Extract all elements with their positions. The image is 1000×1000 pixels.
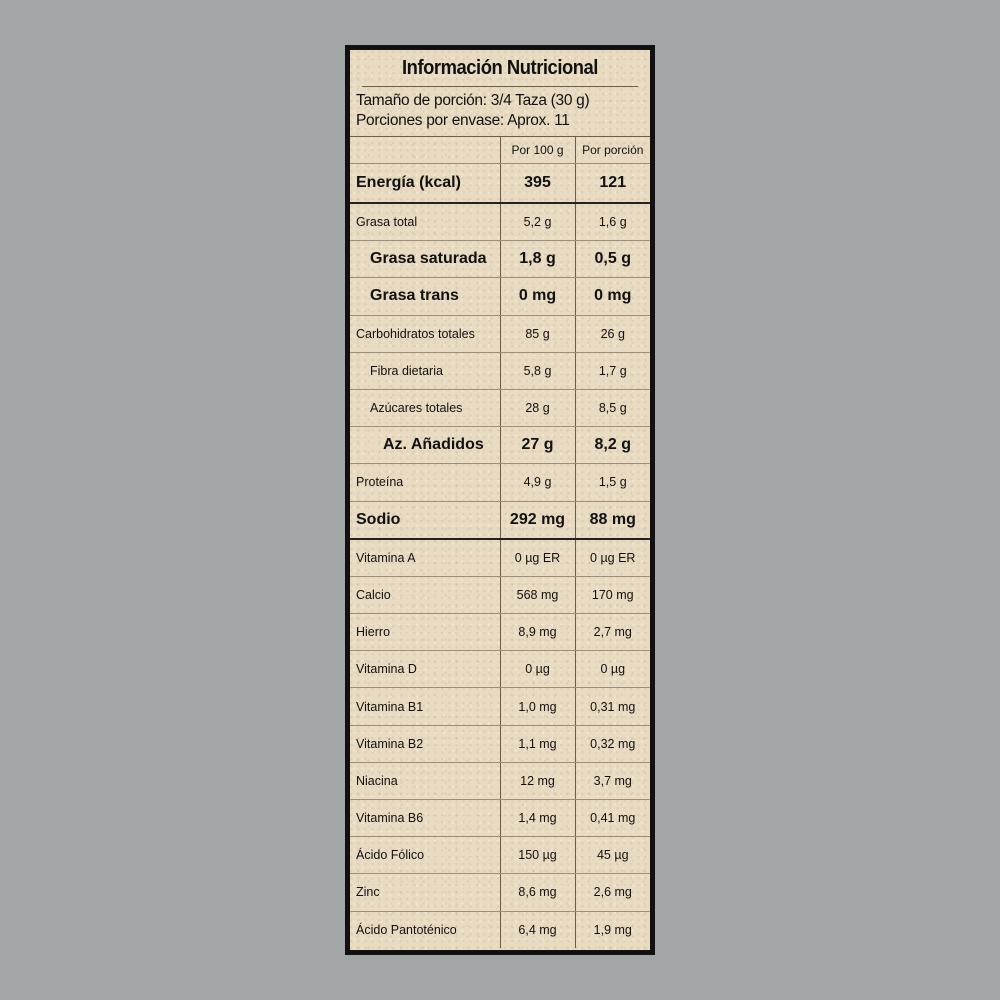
nutrient-name: Zinc [350, 874, 500, 911]
nutrient-row-total-carbs [350, 315, 650, 352]
nutrient-value-per-serving: 26 g [575, 315, 650, 352]
nutrient-value-per-100g: 85 g [500, 315, 575, 352]
nutrient-row-niacin [350, 762, 650, 799]
nutrient-name: Niacina [350, 762, 500, 799]
nutrient-name: Ácido Fólico [350, 837, 500, 874]
nutrient-row-vitamin-a [350, 539, 650, 577]
nutrient-value-per-serving: 1,7 g [575, 352, 650, 389]
nutrient-value-per-100g: 12 mg [500, 762, 575, 799]
nutrient-value-per-serving: 170 mg [575, 576, 650, 613]
nutrient-value-per-100g: 395 [500, 164, 575, 204]
nutrient-value-per-serving: 8,5 g [575, 389, 650, 426]
nutrient-name: Calcio [350, 576, 500, 613]
nutrient-value-per-100g: 0 µg ER [500, 539, 575, 577]
nutrient-value-per-100g: 5,2 g [500, 203, 575, 241]
nutrient-row-vitamin-d [350, 651, 650, 688]
nutrient-value-per-100g: 8,9 mg [500, 614, 575, 651]
nutrient-value-per-100g: 1,1 mg [500, 725, 575, 762]
nutrient-name: Grasa total [350, 203, 500, 241]
nutrient-name: Vitamina B6 [350, 800, 500, 837]
nutrient-row-trans-fat [350, 278, 650, 315]
nutrient-value-per-100g: 6,4 mg [500, 911, 575, 948]
nutrient-value-per-serving: 0,32 mg [575, 725, 650, 762]
nutrient-row-vitamin-b1 [350, 688, 650, 725]
nutrient-row-added-sugars [350, 427, 650, 464]
nutrient-value-per-serving: 121 [575, 164, 650, 204]
nutrient-value-per-100g: 27 g [500, 427, 575, 464]
nutrient-value-per-serving: 1,5 g [575, 464, 650, 501]
nutrient-name: Grasa trans [350, 278, 500, 315]
nutrient-row-dietary-fiber [350, 352, 650, 389]
nutrient-name: Vitamina B1 [350, 688, 500, 725]
nutrient-value-per-100g: 4,9 g [500, 464, 575, 501]
nutrient-name: Carbohidratos totales [350, 315, 500, 352]
nutrient-value-per-100g: 1,4 mg [500, 800, 575, 837]
nutrient-value-per-serving: 88 mg [575, 501, 650, 539]
nutrition-facts-panel [349, 49, 651, 951]
nutrient-value-per-100g: 8,6 mg [500, 874, 575, 911]
column-header-row [350, 137, 650, 164]
nutrient-value-per-serving: 3,7 mg [575, 762, 650, 799]
nutrient-name: Fibra dietaria [350, 352, 500, 389]
nutrient-row-pantothenic-acid [350, 911, 650, 948]
label-title: Información Nutricional [362, 50, 638, 87]
nutrient-value-per-serving: 0 mg [575, 278, 650, 315]
nutrient-name: Vitamina B2 [350, 725, 500, 762]
nutrient-name: Azúcares totales [350, 389, 500, 426]
nutrient-value-per-serving: 45 µg [575, 837, 650, 874]
nutrient-name: Ácido Pantoténico [356, 922, 457, 937]
nutrient-value-per-100g: 292 mg [500, 501, 575, 539]
nutrient-row-zinc [350, 874, 650, 911]
column-header-per-100g: Por 100 g [500, 137, 575, 164]
column-header-per-serving: Por porción [575, 137, 650, 164]
nutrient-value-per-serving: 8,2 g [575, 427, 650, 464]
nutrient-value-per-serving: 0,5 g [575, 241, 650, 278]
nutrient-value-per-100g: 28 g [500, 389, 575, 426]
nutrient-name: Grasa saturada [350, 241, 500, 278]
nutrient-value-per-serving: 0,31 mg [575, 688, 650, 725]
serving-size: Tamaño de porción: 3/4 Taza (30 g) [356, 92, 590, 109]
nutrient-row-iron [350, 614, 650, 651]
column-header-blank [350, 137, 500, 164]
nutrient-row-folic-acid [350, 837, 650, 874]
nutrient-value-per-100g: 1,8 g [500, 241, 575, 278]
nutrient-name: Vitamina A [350, 539, 500, 577]
nutrient-value-per-serving: 0,41 mg [575, 800, 650, 837]
nutrient-value-per-100g: 1,0 mg [500, 688, 575, 725]
nutrient-row-vitamin-b6 [350, 800, 650, 837]
servings-per-container: Porciones por envase: Aprox. 11 [356, 112, 570, 129]
nutrient-value-per-serving: 2,6 mg [575, 874, 650, 911]
nutrient-value-per-100g: 0 µg [500, 651, 575, 688]
nutrient-value-per-serving: 1,6 g [575, 203, 650, 241]
nutrient-row-total-fat [350, 203, 650, 241]
nutrient-value-per-serving: 2,7 mg [575, 614, 650, 651]
nutrient-row-saturated-fat [350, 241, 650, 278]
nutrient-name: Hierro [350, 614, 500, 651]
nutrient-value-per-serving: 0 µg ER [575, 539, 650, 577]
nutrient-value-per-100g: 5,8 g [500, 352, 575, 389]
nutrition-facts-label [345, 45, 655, 955]
nutrient-row-vitamin-b2 [350, 725, 650, 762]
nutrient-row-calcium [350, 576, 650, 613]
nutrient-row-total-sugars [350, 389, 650, 426]
nutrient-table [350, 137, 650, 948]
nutrient-name: Energía (kcal) [350, 164, 500, 204]
nutrient-value-per-100g: 568 mg [500, 576, 575, 613]
nutrient-name: Proteína [350, 464, 500, 501]
serving-info [350, 87, 650, 137]
nutrient-value-per-100g: 0 mg [500, 278, 575, 315]
nutrient-row-energy [350, 164, 650, 204]
nutrient-value-per-serving: 0 µg [575, 651, 650, 688]
nutrient-name: Sodio [350, 501, 500, 539]
nutrient-name: Az. Añadidos [350, 427, 500, 464]
nutrient-row-protein [350, 464, 650, 501]
nutrient-value-per-serving: 1,9 mg [575, 911, 650, 948]
nutrient-value-per-100g: 150 µg [500, 837, 575, 874]
nutrient-name: Vitamina D [350, 651, 500, 688]
nutrient-row-sodium [350, 501, 650, 539]
